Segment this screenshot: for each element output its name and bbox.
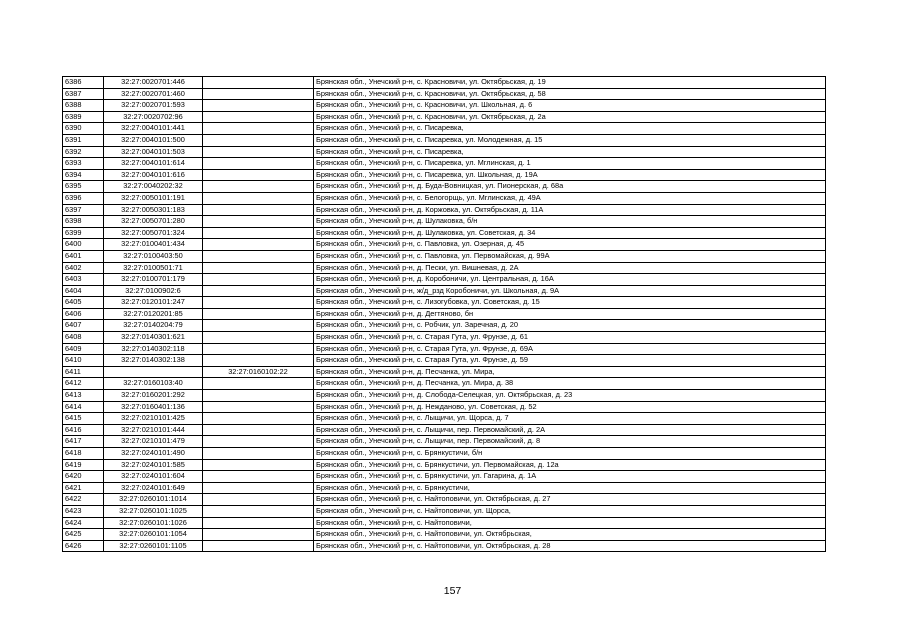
address-cell: Брянская обл., Унечский р-н, с. Брянкустичи, б/н (314, 448, 826, 460)
row-number-cell: 6393 (63, 158, 104, 170)
land-cadastral-number-cell (203, 517, 314, 529)
table-row (63, 77, 826, 89)
cadastral-number-cell: 32:27:0120201:85 (104, 308, 203, 320)
cadastral-number-cell: 32:27:0240101:490 (104, 448, 203, 460)
cadastral-number-cell: 32:27:0210101:479 (104, 436, 203, 448)
cadastral-number-cell: 32:27:0240101:604 (104, 471, 203, 483)
land-cadastral-number-cell (203, 482, 314, 494)
row-number-cell: 6419 (63, 459, 104, 471)
land-cadastral-number-cell (203, 274, 314, 286)
land-cadastral-number-cell (203, 77, 314, 89)
row-number-cell: 6400 (63, 239, 104, 251)
cadastral-number-cell: 32:27:0050701:324 (104, 227, 203, 239)
table-row (63, 100, 826, 112)
land-cadastral-number-cell (203, 505, 314, 517)
row-number-cell: 6420 (63, 471, 104, 483)
table-row (63, 517, 826, 529)
address-cell: Брянская обл., Унечский р-н, с. Брянкустичи, ул. Первомайская, д. 12а (314, 459, 826, 471)
cadastral-number-cell: 32:27:0140302:138 (104, 355, 203, 367)
table-row (63, 320, 826, 332)
row-number-cell: 6413 (63, 390, 104, 402)
row-number-cell: 6392 (63, 146, 104, 158)
row-number-cell: 6397 (63, 204, 104, 216)
cadastral-number-cell: 32:27:0140204:79 (104, 320, 203, 332)
address-cell: Брянская обл., Унечский р-н, с. Лизогубовка, ул. Советская, д. 15 (314, 297, 826, 309)
land-cadastral-number-cell (203, 169, 314, 181)
land-cadastral-number-cell (203, 227, 314, 239)
table-row (63, 413, 826, 425)
row-number-cell: 6389 (63, 111, 104, 123)
row-number-cell: 6416 (63, 424, 104, 436)
row-number-cell: 6412 (63, 378, 104, 390)
address-cell: Брянская обл., Унечский р-н, с. Старая Гута, ул. Фрунзе, д. 59 (314, 355, 826, 367)
table-row (63, 262, 826, 274)
registry-table (62, 76, 826, 552)
row-number-cell: 6417 (63, 436, 104, 448)
land-cadastral-number-cell (203, 100, 314, 112)
cadastral-number-cell: 32:27:0040101:441 (104, 123, 203, 135)
land-cadastral-number-cell (203, 88, 314, 100)
cadastral-number-cell: 32:27:0020701:446 (104, 77, 203, 89)
table-row (63, 529, 826, 541)
land-cadastral-number-cell (203, 401, 314, 413)
address-cell: Брянская обл., Унечский р-н, с. Писаревка, (314, 123, 826, 135)
cadastral-number-cell: 32:27:0160201:292 (104, 390, 203, 402)
land-cadastral-number-cell (203, 459, 314, 471)
address-cell: Брянская обл., Унечский р-н, с. Писаревка, (314, 146, 826, 158)
table-row (63, 192, 826, 204)
row-number-cell: 6424 (63, 517, 104, 529)
land-cadastral-number-cell (203, 134, 314, 146)
cadastral-number-cell: 32:27:0100401:434 (104, 239, 203, 251)
address-cell: Брянская обл., Унечский р-н, с. Красновичи, ул. Октябрьская, д. 58 (314, 88, 826, 100)
cadastral-number-cell: 32:27:0040202:32 (104, 181, 203, 193)
land-cadastral-number-cell (203, 308, 314, 320)
cadastral-number-cell: 32:27:0100902:6 (104, 285, 203, 297)
table-row (63, 343, 826, 355)
cadastral-number-cell: 32:27:0120101:247 (104, 297, 203, 309)
land-cadastral-number-cell (203, 123, 314, 135)
row-number-cell: 6423 (63, 505, 104, 517)
address-cell: Брянская обл., Унечский р-н, с. Найтоповичи, ул. Щорса, (314, 505, 826, 517)
table-row (63, 297, 826, 309)
table-row (63, 459, 826, 471)
address-cell: Брянская обл., Унечский р-н, с. Красновичи, ул. Октябрьская, д. 2а (314, 111, 826, 123)
land-cadastral-number-cell (203, 262, 314, 274)
table-row (63, 401, 826, 413)
table-row (63, 239, 826, 251)
cadastral-number-cell: 32:27:0240101:585 (104, 459, 203, 471)
row-number-cell: 6390 (63, 123, 104, 135)
address-cell: Брянская обл., Унечский р-н, с. Найтоповичи, ул. Октябрьская, д. 27 (314, 494, 826, 506)
table-row (63, 436, 826, 448)
address-cell: Брянская обл., Унечский р-н, с. Робчик, ул. Заречная, д. 20 (314, 320, 826, 332)
address-cell: Брянская обл., Унечский р-н, с. Лыщичи, ул. Щорса, д. 7 (314, 413, 826, 425)
land-cadastral-number-cell (203, 529, 314, 541)
row-number-cell: 6421 (63, 482, 104, 494)
row-number-cell: 6426 (63, 540, 104, 552)
table-row (63, 181, 826, 193)
land-cadastral-number-cell (203, 332, 314, 344)
row-number-cell: 6414 (63, 401, 104, 413)
address-cell: Брянская обл., Унечский р-н, д. Песчанка, ул. Мира, д. 38 (314, 378, 826, 390)
row-number-cell: 6395 (63, 181, 104, 193)
table-row (63, 285, 826, 297)
table-row (63, 227, 826, 239)
address-cell: Брянская обл., Унечский р-н, с. Лыщичи, пер. Первомайский, д. 2А (314, 424, 826, 436)
cadastral-number-cell: 32:27:0260101:1054 (104, 529, 203, 541)
row-number-cell: 6406 (63, 308, 104, 320)
address-cell: Брянская обл., Унечский р-н, с. Павловка, ул. Озерная, д. 45 (314, 239, 826, 251)
land-cadastral-number-cell (203, 297, 314, 309)
address-cell: Брянская обл., Унечский р-н, с. Павловка, ул. Первомайская, д. 99А (314, 250, 826, 262)
table-row (63, 355, 826, 367)
table-row (63, 88, 826, 100)
cadastral-number-cell: 32:27:0210101:425 (104, 413, 203, 425)
table-row (63, 216, 826, 228)
table-row (63, 390, 826, 402)
land-cadastral-number-cell (203, 436, 314, 448)
row-number-cell: 6407 (63, 320, 104, 332)
address-cell: Брянская обл., Унечский р-н, с. Брянкустичи, ул. Гагарина, д. 1А (314, 471, 826, 483)
cadastral-number-cell: 32:27:0020701:460 (104, 88, 203, 100)
row-number-cell: 6388 (63, 100, 104, 112)
land-cadastral-number-cell (203, 494, 314, 506)
cadastral-number-cell: 32:27:0040101:616 (104, 169, 203, 181)
address-cell: Брянская обл., Унечский р-н, д. Слобода-Селецкая, ул. Октябрьская, д. 23 (314, 390, 826, 402)
address-cell: Брянская обл., Унечский р-н, с. Старая Гута, ул. Фрунзе, д. 69А (314, 343, 826, 355)
address-cell: Брянская обл., Унечский р-н, с. Брянкустичи, (314, 482, 826, 494)
address-cell: Брянская обл., Унечский р-н, с. Найтоповичи, ул. Октябрьская, (314, 529, 826, 541)
row-number-cell: 6405 (63, 297, 104, 309)
table-row (63, 332, 826, 344)
row-number-cell: 6418 (63, 448, 104, 460)
land-cadastral-number-cell (203, 111, 314, 123)
table-row (63, 146, 826, 158)
row-number-cell: 6391 (63, 134, 104, 146)
row-number-cell: 6425 (63, 529, 104, 541)
table-row (63, 448, 826, 460)
land-cadastral-number-cell: 32:27:0160102:22 (203, 366, 314, 378)
table-row (63, 111, 826, 123)
address-cell: Брянская обл., Унечский р-н, с. Писаревка, ул. Школьная, д. 19А (314, 169, 826, 181)
row-number-cell: 6401 (63, 250, 104, 262)
cadastral-number-cell: 32:27:0050101:191 (104, 192, 203, 204)
table-row (63, 471, 826, 483)
table-row (63, 494, 826, 506)
table-row (63, 540, 826, 552)
cadastral-number-cell (104, 366, 203, 378)
cadastral-number-cell: 32:27:0100501:71 (104, 262, 203, 274)
table-row (63, 378, 826, 390)
cadastral-number-cell: 32:27:0040101:500 (104, 134, 203, 146)
land-cadastral-number-cell (203, 320, 314, 332)
land-cadastral-number-cell (203, 204, 314, 216)
address-cell: Брянская обл., Унечский р-н, д. Пески, ул. Вишневая, д. 2А (314, 262, 826, 274)
cadastral-number-cell: 32:27:0260101:1014 (104, 494, 203, 506)
address-cell: Брянская обл., Унечский р-н, с. Красновичи, ул. Школьная, д. 6 (314, 100, 826, 112)
land-cadastral-number-cell (203, 158, 314, 170)
cadastral-number-cell: 32:27:0160401:136 (104, 401, 203, 413)
address-cell: Брянская обл., Унечский р-н, д. Буда-Вовницкая, ул. Пионерская, д. 68а (314, 181, 826, 193)
row-number-cell: 6403 (63, 274, 104, 286)
row-number-cell: 6410 (63, 355, 104, 367)
row-number-cell: 6386 (63, 77, 104, 89)
address-cell: Брянская обл., Унечский р-н, д. Коробоничи, ул. Центральная, д. 16А (314, 274, 826, 286)
land-cadastral-number-cell (203, 181, 314, 193)
address-cell: Брянская обл., Унечский р-н, с. Писаревка, ул. Молодежная, д. 15 (314, 134, 826, 146)
row-number-cell: 6387 (63, 88, 104, 100)
land-cadastral-number-cell (203, 378, 314, 390)
address-cell: Брянская обл., Унечский р-н, с. Белогорщь, ул. Мглинская, д. 49А (314, 192, 826, 204)
row-number-cell: 6422 (63, 494, 104, 506)
cadastral-number-cell: 32:27:0260101:1025 (104, 505, 203, 517)
address-cell: Брянская обл., Унечский р-н, с. Лыщичи, пер. Первомайский, д. 8 (314, 436, 826, 448)
cadastral-number-cell: 32:27:0050701:280 (104, 216, 203, 228)
row-number-cell: 6411 (63, 366, 104, 378)
land-cadastral-number-cell (203, 146, 314, 158)
land-cadastral-number-cell (203, 471, 314, 483)
address-cell: Брянская обл., Унечский р-н, д. Нежданово, ул. Советская, д. 52 (314, 401, 826, 413)
cadastral-number-cell: 32:27:0040101:503 (104, 146, 203, 158)
row-number-cell: 6409 (63, 343, 104, 355)
cadastral-number-cell: 32:27:0160103:40 (104, 378, 203, 390)
cadastral-number-cell: 32:27:0240101:649 (104, 482, 203, 494)
land-cadastral-number-cell (203, 250, 314, 262)
table-row (63, 482, 826, 494)
land-cadastral-number-cell (203, 390, 314, 402)
registry-table-body (63, 77, 826, 552)
row-number-cell: 6394 (63, 169, 104, 181)
table-row (63, 204, 826, 216)
table-row (63, 274, 826, 286)
land-cadastral-number-cell (203, 424, 314, 436)
row-number-cell: 6415 (63, 413, 104, 425)
cadastral-number-cell: 32:27:0210101:444 (104, 424, 203, 436)
table-row (63, 505, 826, 517)
row-number-cell: 6404 (63, 285, 104, 297)
land-cadastral-number-cell (203, 343, 314, 355)
land-cadastral-number-cell (203, 216, 314, 228)
row-number-cell: 6399 (63, 227, 104, 239)
cadastral-number-cell: 32:27:0140301:621 (104, 332, 203, 344)
address-cell: Брянская обл., Унечский р-н, д. Шулаковка, б/н (314, 216, 826, 228)
cadastral-number-cell: 32:27:0140302:118 (104, 343, 203, 355)
row-number-cell: 6396 (63, 192, 104, 204)
table-row (63, 366, 826, 378)
land-cadastral-number-cell (203, 285, 314, 297)
cadastral-number-cell: 32:27:0020702:96 (104, 111, 203, 123)
land-cadastral-number-cell (203, 448, 314, 460)
table-row (63, 158, 826, 170)
row-number-cell: 6398 (63, 216, 104, 228)
table-row (63, 250, 826, 262)
row-number-cell: 6408 (63, 332, 104, 344)
address-cell: Брянская обл., Унечский р-н, с. Старая Гута, ул. Фрунзе, д. 61 (314, 332, 826, 344)
cadastral-number-cell: 32:27:0050301:183 (104, 204, 203, 216)
address-cell: Брянская обл., Унечский р-н, с. Найтоповичи, (314, 517, 826, 529)
cadastral-number-cell: 32:27:0260101:1026 (104, 517, 203, 529)
table-row (63, 308, 826, 320)
land-cadastral-number-cell (203, 413, 314, 425)
address-cell: Брянская обл., Унечский р-н, ж/д_рзд Коробоничи, ул. Школьная, д. 9А (314, 285, 826, 297)
page-number: 157 (443, 585, 462, 597)
address-cell: Брянская обл., Унечский р-н, д. Песчанка, ул. Мира, (314, 366, 826, 378)
row-number-cell: 6402 (63, 262, 104, 274)
cadastral-number-cell: 32:27:0020701:593 (104, 100, 203, 112)
land-cadastral-number-cell (203, 540, 314, 552)
land-cadastral-number-cell (203, 192, 314, 204)
address-cell: Брянская обл., Унечский р-н, д. Дегтяново, бн (314, 308, 826, 320)
address-cell: Брянская обл., Унечский р-н, д. Коржовка, ул. Октябрьская, д. 11А (314, 204, 826, 216)
land-cadastral-number-cell (203, 355, 314, 367)
table-row (63, 169, 826, 181)
address-cell: Брянская обл., Унечский р-н, с. Найтоповичи, ул. Октябрьская, д. 28 (314, 540, 826, 552)
address-cell: Брянская обл., Унечский р-н, с. Писаревка, ул. Мглинская, д. 1 (314, 158, 826, 170)
cadastral-number-cell: 32:27:0100403:50 (104, 250, 203, 262)
table-row (63, 123, 826, 135)
land-cadastral-number-cell (203, 239, 314, 251)
cadastral-number-cell: 32:27:0040101:614 (104, 158, 203, 170)
address-cell: Брянская обл., Унечский р-н, с. Красновичи, ул. Октябрьская, д. 19 (314, 77, 826, 89)
address-cell: Брянская обл., Унечский р-н, д. Шулаковка, ул. Советская, д. 34 (314, 227, 826, 239)
table-row (63, 134, 826, 146)
cadastral-number-cell: 32:27:0260101:1105 (104, 540, 203, 552)
table-row (63, 424, 826, 436)
cadastral-number-cell: 32:27:0100701:179 (104, 274, 203, 286)
